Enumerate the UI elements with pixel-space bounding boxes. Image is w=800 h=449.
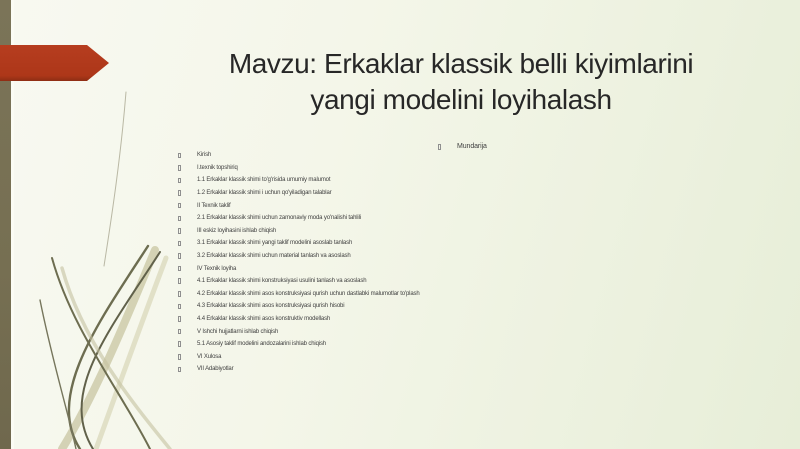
toc-item bbox=[178, 174, 778, 187]
bullet-icon bbox=[178, 291, 181, 297]
bullet-icon bbox=[178, 178, 181, 184]
slide-title bbox=[125, 46, 797, 118]
toc-item-label: 3.2 Erkaklar klassik shimi uchun material tanlash va asoslash bbox=[197, 253, 351, 260]
bullet-icon bbox=[178, 316, 181, 322]
toc-item bbox=[178, 225, 778, 238]
bullet-icon bbox=[178, 216, 181, 222]
toc-item-label: Kirish bbox=[197, 152, 212, 159]
toc-item-label: 3.1 Erkaklar klassik shimi yangi taklif modelini asoslab tanlash bbox=[197, 240, 353, 247]
toc-item-label: VI Xulosa bbox=[197, 353, 222, 360]
toc-item-label: I.texnik topshiriq bbox=[197, 164, 238, 171]
toc-item-label: 4.4 Erkaklar klassik shimi asos konstruktiv modellash bbox=[197, 316, 331, 323]
bullet-icon bbox=[178, 190, 181, 196]
toc-item-label: 1.1 Erkaklar klassik shimi to'g'risida umumiy malumot bbox=[197, 177, 331, 184]
toc-item bbox=[178, 199, 778, 212]
bullet-icon bbox=[178, 228, 181, 234]
bullet-icon bbox=[178, 203, 181, 209]
toc-item bbox=[178, 275, 778, 288]
toc-item bbox=[178, 149, 778, 162]
toc-item bbox=[178, 325, 778, 338]
toc-item bbox=[178, 250, 778, 263]
bullet-icon bbox=[178, 253, 181, 259]
toc-item-label: 4.1 Erkaklar klassik shimi konstruksiyasi usulini tanlash va asoslash bbox=[197, 278, 367, 285]
toc-item-label: III eskiz loyihasini ishlab chiqish bbox=[197, 227, 277, 234]
bullet-icon bbox=[178, 367, 181, 373]
arrow-right-icon bbox=[0, 45, 112, 82]
toc-item-label: 4.3 Erkaklar klassik shimi asos konstruksiyasi qurish hisobi bbox=[197, 303, 345, 310]
toc-item bbox=[178, 288, 778, 301]
toc-item bbox=[178, 162, 778, 175]
toc-item bbox=[178, 300, 778, 313]
bullet-icon bbox=[178, 341, 181, 347]
toc-item-label: VII Adabiyotlar bbox=[197, 366, 234, 373]
slide-title-line1: Mavzu: Erkaklar klassik belli kiyimlarini bbox=[228, 48, 694, 79]
bullet-icon bbox=[178, 329, 181, 335]
bullet-icon bbox=[178, 241, 181, 247]
toc-item bbox=[178, 237, 778, 250]
toc-list bbox=[178, 149, 778, 376]
accent-arrow bbox=[0, 45, 112, 82]
bullet-icon bbox=[178, 304, 181, 310]
toc-item bbox=[178, 262, 778, 275]
toc-item-label: 4.2 Erkaklar klassik shimi asos konstruksiyasi qurish uchun dastlabki malumotlar to'plash bbox=[197, 290, 420, 297]
bullet-icon bbox=[178, 165, 181, 171]
toc-item-label: 5.1 Asosiy taklif modelini andozalarini ishlab chiqish bbox=[197, 341, 326, 348]
toc-item-label: IV Texnik loyiha bbox=[197, 265, 237, 272]
toc-item bbox=[178, 338, 778, 351]
toc-item bbox=[178, 363, 778, 376]
slide-title-line2: yangi modelini loyihalash bbox=[310, 84, 612, 115]
toc-item bbox=[178, 351, 778, 364]
bullet-icon bbox=[178, 153, 181, 159]
toc-item bbox=[178, 313, 778, 326]
bullet-icon bbox=[178, 354, 181, 360]
toc-item-label: 2.1 Erkaklar klassik shimi uchun zamonaviy moda yo'nalishi tahlili bbox=[197, 215, 361, 222]
bullet-icon bbox=[178, 266, 181, 272]
toc-item-label: V Ishchi hujjatlarni ishlab chiqish bbox=[197, 328, 279, 335]
toc-item bbox=[178, 187, 778, 200]
toc-heading-label: Mundarija bbox=[457, 143, 487, 150]
toc-item-label: 1.2 Erkaklar klassik shimi i uchun qo'yiladigan talablar bbox=[197, 190, 332, 197]
toc-item-label: II Texnik taklif bbox=[197, 202, 231, 209]
bullet-icon bbox=[178, 278, 181, 284]
toc-item bbox=[178, 212, 778, 225]
